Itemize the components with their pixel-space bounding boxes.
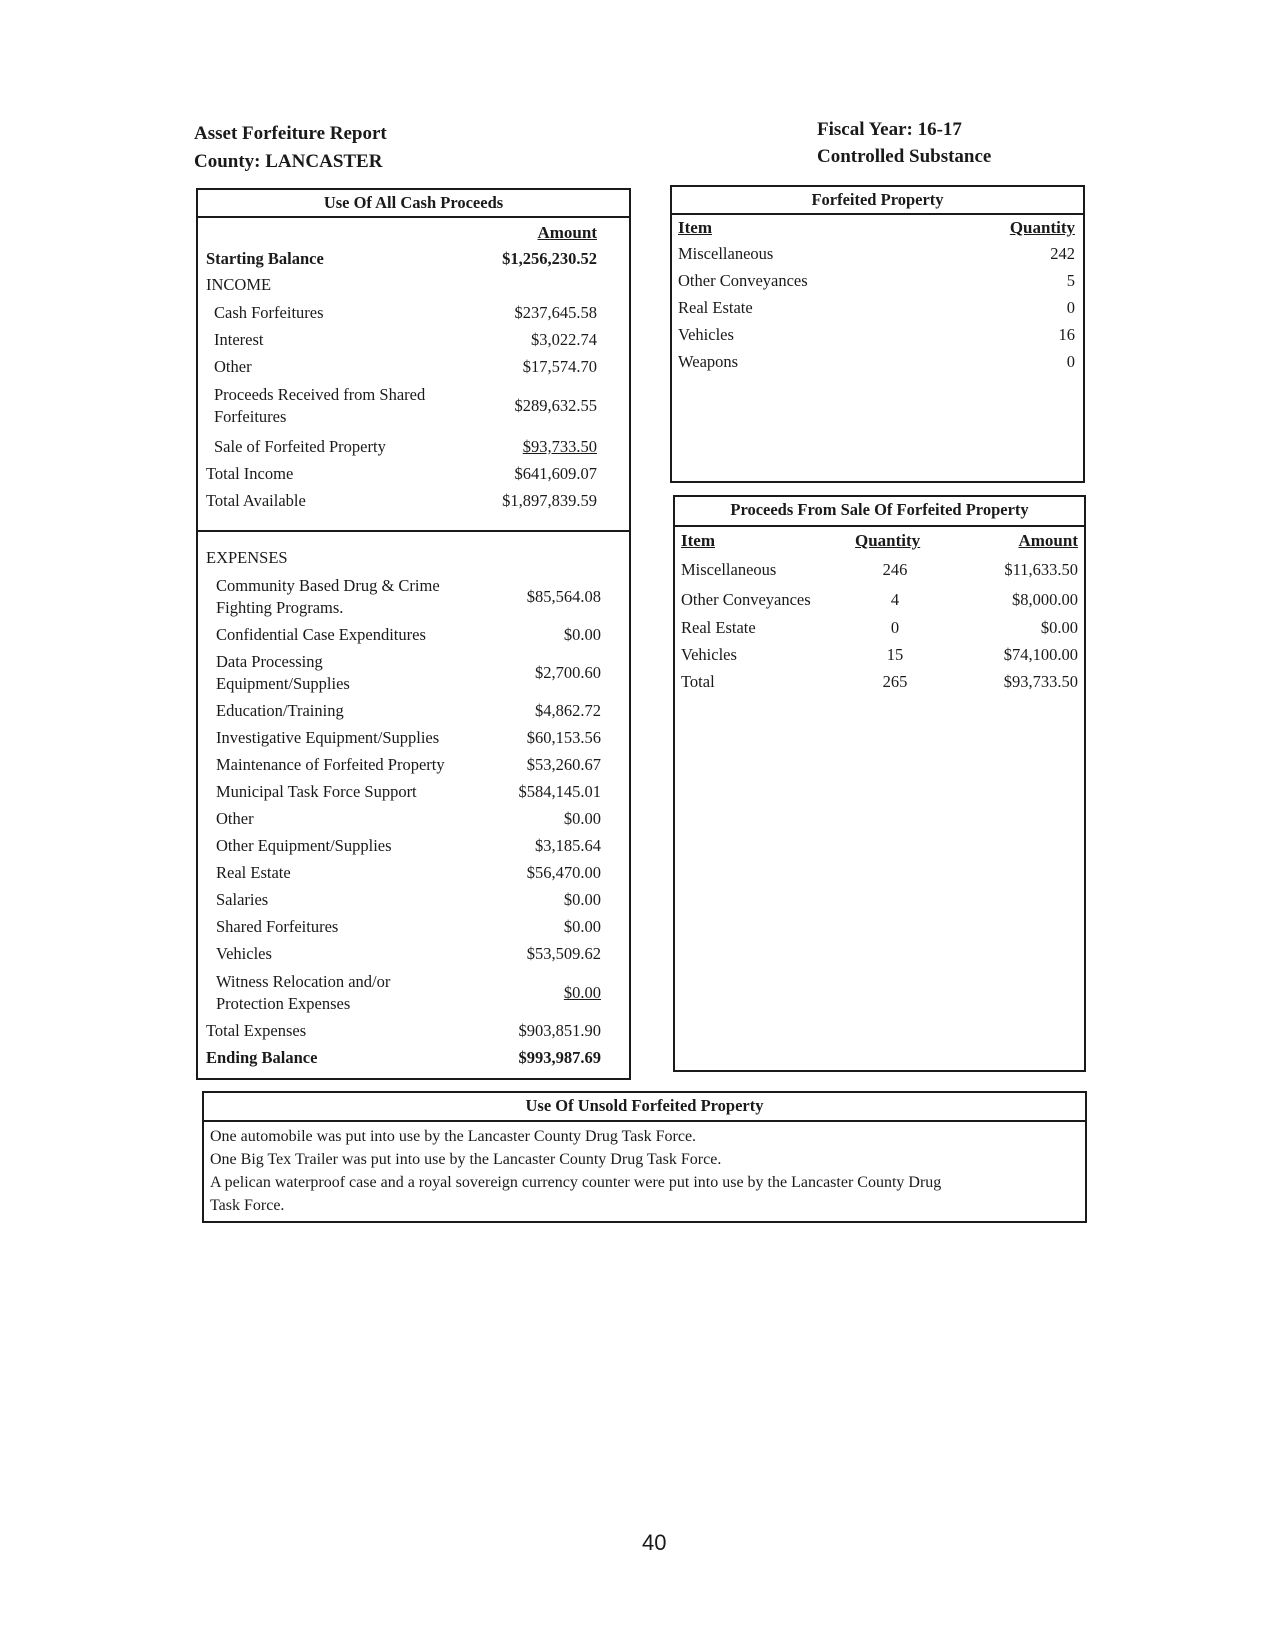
forfeited-property-title: Forfeited Property xyxy=(672,187,1083,215)
unsold-line: One Big Tex Trailer was put into use by the Lancaster County Drug Task Force. xyxy=(210,1151,722,1168)
expense-row: Witness Relocation and/or Protection Expenses $0.00 xyxy=(216,972,601,1013)
amount-column-header: Amount xyxy=(1018,531,1078,550)
forfeited-property-box: Forfeited Property Item Quantity Miscellaneous 242 Other Conveyances 5 Real Estate 0 Vehicles 16 Weapons 0 xyxy=(670,185,1085,483)
quantity-column-header: Quantity xyxy=(1009,218,1075,237)
quantity-column-header: Quantity xyxy=(855,531,921,550)
unsold-line: Task Force. xyxy=(210,1197,285,1214)
unsold-line: One automobile was put into use by the Lancaster County Drug Task Force. xyxy=(210,1128,697,1145)
unsold-property-title: Use Of Unsold Forfeited Property xyxy=(204,1093,1085,1122)
county-label: County: LANCASTER xyxy=(194,151,383,172)
category-label: Controlled Substance xyxy=(817,146,992,167)
report-title: Asset Forfeiture Report xyxy=(194,123,387,144)
cash-proceeds-box: Use Of All Cash Proceeds Amount Starting Balance $1,256,230.52 INCOME Cash Forfeitures $237,645.58 Interest $3,022.74 Other $17,574.70 Proceeds Received from Shared Forfeitures $289,632.55 Sale of Forfeited Property $93,733.50 Total Income $641,609.07 Total Available $1,897,839.59 EXPENSES Community Based Drug & Crime Fighting Programs. $85,564.08 Confidential Case Expenditures $0.00 Data Processing Equipment/Supplies $2,700.60 Education/Training $4,862.72 Investigative Equipment/Supplies $60,153.56 Maintenance of Forfeited Property $53,260.67 Municipal Task Force Support $584,145.01 Other $0.00 Other Equipment/Supplies $3,185.64 Real Estate $56,470.00 Salaries $0.00 Shared Forfeitures $0.00 Vehicles $53,509.62 Witness Relocation and/or Protection Expenses $0.00 Total Expenses $903,851.90 Ending Balance $993,987.69 xyxy=(196,188,631,1080)
amount-column-header: Amount xyxy=(537,223,597,242)
income-row: Proceeds Received from Shared Forfeitures $289,632.55 xyxy=(214,385,597,426)
cash-proceeds-title: Use Of All Cash Proceeds xyxy=(198,190,629,218)
sale-proceeds-title: Proceeds From Sale Of Forfeited Property xyxy=(675,497,1084,527)
item-column-header: Item xyxy=(678,218,712,237)
income-heading: INCOME xyxy=(206,275,272,294)
expense-row: Data Processing Equipment/Supplies $2,700.60 xyxy=(216,652,601,693)
unsold-property-box xyxy=(202,1091,1087,1223)
fiscal-year: Fiscal Year: 16-17 xyxy=(817,119,962,140)
section-divider xyxy=(198,530,629,532)
page-number: 40 xyxy=(642,1530,667,1555)
item-column-header: Item xyxy=(681,531,715,550)
expense-row: Community Based Drug & Crime Fighting Programs. $85,564.08 xyxy=(216,576,601,617)
sale-proceeds-box: Proceeds From Sale Of Forfeited Property Item Quantity Amount Miscellaneous 246 $11,633.50 Other Conveyances 4 $8,000.00 Real Estate 0 $0.00 Vehicles 15 $74,100.00 Total 265 $93,733.50 xyxy=(673,495,1086,1072)
unsold-line: A pelican waterproof case and a royal sovereign currency counter were put into use by the Lancaster County Drug xyxy=(210,1174,942,1191)
expenses-heading: EXPENSES xyxy=(206,548,288,567)
